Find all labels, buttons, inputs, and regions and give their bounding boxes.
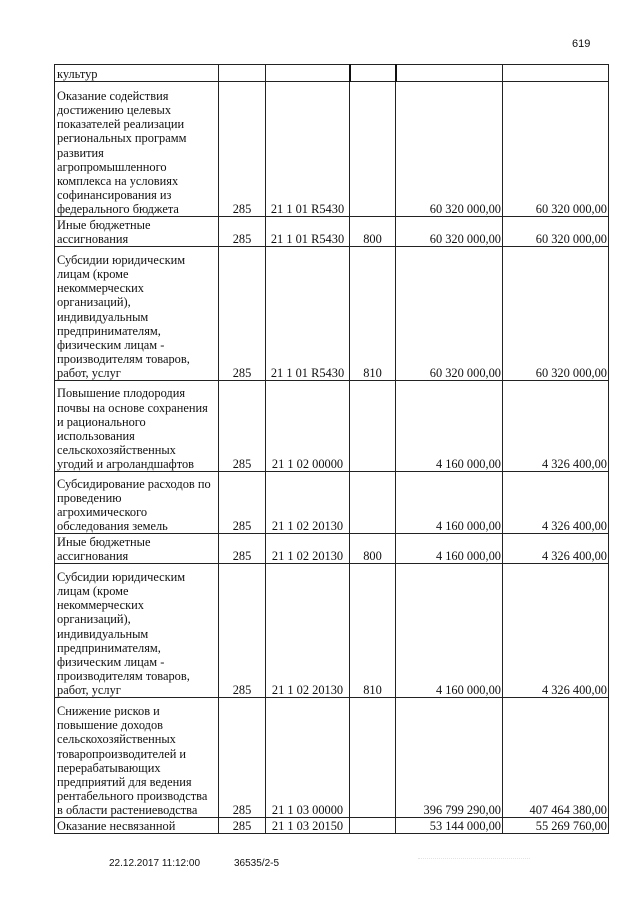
target-article-code: 21 1 02 20130 (266, 472, 350, 534)
amount-2019: 4 326 400,00 (503, 472, 609, 534)
expense-type-code (350, 82, 396, 217)
expense-type-code: 800 (350, 217, 396, 247)
table-row (55, 65, 609, 82)
amount-2018: 4 160 000,00 (396, 534, 503, 564)
row-name: Оказание несвязанной (55, 818, 219, 834)
target-article-code: 21 1 02 00000 (266, 381, 350, 472)
expense-type-code (350, 472, 396, 534)
ministry-code: 285 (219, 381, 266, 472)
expense-type-code (350, 818, 396, 834)
table-row (55, 217, 609, 247)
expense-type-code: 810 (350, 564, 396, 698)
target-article-code (266, 65, 350, 82)
ministry-code: 285 (219, 472, 266, 534)
ministry-code: 285 (219, 534, 266, 564)
amount-2018: 4 160 000,00 (396, 472, 503, 534)
ministry-code: 285 (219, 217, 266, 247)
amount-2019: 60 320 000,00 (503, 217, 609, 247)
ministry-code: 285 (219, 82, 266, 217)
expense-type-code: 800 (350, 534, 396, 564)
footer-timestamp: 22.12.2017 11:12:00 (109, 858, 201, 869)
row-name: Повышение плодородия почвы на основе сохранения и рационального использования сельскохозяйственных угодий и агроландшафтов (55, 381, 219, 472)
target-article-code: 21 1 02 20130 (266, 564, 350, 698)
amount-2019: 55 269 760,00 (503, 818, 609, 834)
row-name: Иные бюджетные ассигнования (55, 534, 219, 564)
row-name: Субсидирование расходов по проведению агрохимического обследования земель (55, 472, 219, 534)
amount-2018 (396, 65, 503, 82)
footer-doc-code: 36535/2-5 (234, 858, 280, 869)
target-article-code: 21 1 01 R5430 (266, 82, 350, 217)
expense-type-code: 810 (350, 247, 396, 381)
table-row (55, 82, 609, 217)
amount-2019: 4 326 400,00 (503, 564, 609, 698)
expense-type-code (350, 381, 396, 472)
row-name: Снижение рисков и повышение доходов сельскохозяйственных товаропроизводителей и перерабатывающих предприятий для ведения рентабельного производства в области растениеводства (55, 698, 219, 818)
scan-artifact (418, 858, 530, 873)
amount-2019: 4 326 400,00 (503, 381, 609, 472)
target-article-code: 21 1 01 R5430 (266, 247, 350, 381)
target-article-code: 21 1 03 00000 (266, 698, 350, 818)
target-article-code: 21 1 03 20150 (266, 818, 350, 834)
budget-table (54, 64, 609, 834)
amount-2018: 4 160 000,00 (396, 564, 503, 698)
expense-type-code (350, 698, 396, 818)
row-name: Субсидии юридическим лицам (кроме некоммерческих организаций), индивидуальным предпринимателям, физическим лицам - производителям товаров, работ, услуг (55, 247, 219, 381)
table-row (55, 472, 609, 534)
amount-2018: 60 320 000,00 (396, 217, 503, 247)
amount-2018: 60 320 000,00 (396, 82, 503, 217)
table-row (55, 381, 609, 472)
table-row (55, 698, 609, 818)
amount-2018: 53 144 000,00 (396, 818, 503, 834)
expense-type-code (350, 65, 396, 82)
amount-2019: 407 464 380,00 (503, 698, 609, 818)
row-name: Оказание содействия достижению целевых показателей реализации региональных программ развития агропромышленного комплекса на условиях софинансирования из федерального бюджета (55, 82, 219, 217)
page-number: 619 (572, 38, 591, 50)
ministry-code (219, 65, 266, 82)
amount-2019: 60 320 000,00 (503, 82, 609, 217)
table-row (55, 564, 609, 698)
ministry-code: 285 (219, 247, 266, 381)
amount-2018: 60 320 000,00 (396, 247, 503, 381)
ministry-code: 285 (219, 698, 266, 818)
row-name: Иные бюджетные ассигнования (55, 217, 219, 247)
row-name: культур (55, 65, 219, 82)
ministry-code: 285 (219, 818, 266, 834)
table-row (55, 534, 609, 564)
table-row (55, 247, 609, 381)
ministry-code: 285 (219, 564, 266, 698)
target-article-code: 21 1 01 R5430 (266, 217, 350, 247)
row-name: Субсидии юридическим лицам (кроме некоммерческих организаций), индивидуальным предпринимателям, физическим лицам - производителям товаров, работ, услуг (55, 564, 219, 698)
amount-2018: 4 160 000,00 (396, 381, 503, 472)
amount-2019 (503, 65, 609, 82)
amount-2018: 396 799 290,00 (396, 698, 503, 818)
amount-2019: 4 326 400,00 (503, 534, 609, 564)
amount-2019: 60 320 000,00 (503, 247, 609, 381)
target-article-code: 21 1 02 20130 (266, 534, 350, 564)
table-row (55, 818, 609, 834)
